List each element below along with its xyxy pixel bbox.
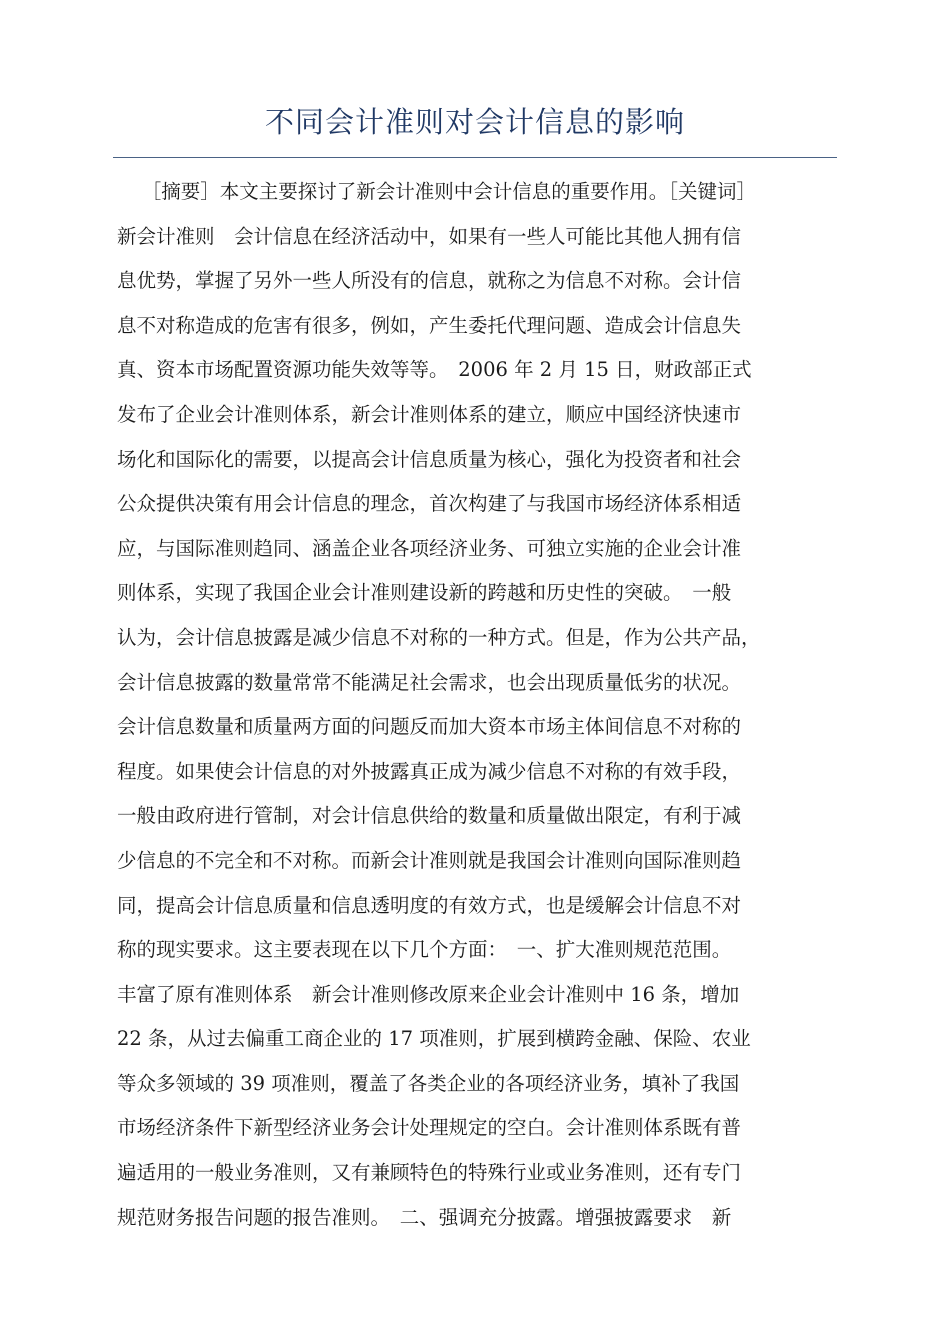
body-line: 发布了企业会计准则体系，新会计准则体系的建立，顺应中国经济快速市 bbox=[117, 402, 742, 426]
title-divider bbox=[113, 157, 837, 158]
body-line: 场化和国际化的需要，以提高会计信息质量为核心，强化为投资者和社会 bbox=[117, 447, 742, 471]
body-line: 程度。如果使会计信息的对外披露真正成为减少信息不对称的有效手段， bbox=[117, 759, 742, 783]
body-line: 一般由政府进行管制，对会计信息供给的数量和质量做出限定，有利于减 bbox=[117, 804, 742, 828]
body-line: 息优势，掌握了另外一些人所没有的信息，就称之为信息不对称。会计信 bbox=[117, 269, 742, 293]
document-title: 不同会计准则对会计信息的影响 bbox=[264, 105, 685, 139]
body-line: 少信息的不完全和不对称。而新会计准则就是我国会计准则向国际准则趋 bbox=[117, 848, 742, 872]
body-line: ［摘要］本文主要探讨了新会计准则中会计信息的重要作用。［关键词］ bbox=[117, 180, 757, 203]
body-line: 公众提供决策有用会计信息的理念，首次构建了与我国市场经济体系相适 bbox=[117, 492, 742, 516]
body-line: 息不对称造成的危害有很多，例如，产生委托代理问题、造成会计信息失 bbox=[117, 313, 742, 337]
body-line: 规范财务报告问题的报告准则。 二、强调充分披露。增强披露要求 新 bbox=[117, 1205, 732, 1229]
body-line: 真、资本市场配置资源功能失效等等。 2006 年 2 月 15 日，财政部正式 bbox=[117, 358, 752, 382]
body-line: 会计信息披露的数量常常不能满足社会需求，也会出现质量低劣的状况。 bbox=[117, 670, 742, 694]
body-line: 会计信息数量和质量两方面的问题反而加大资本市场主体间信息不对称的 bbox=[117, 715, 742, 739]
body-line: 认为，会计信息披露是减少信息不对称的一种方式。但是，作为公共产品， bbox=[117, 625, 761, 649]
body-line: 市场经济条件下新型经济业务会计处理规定的空白。会计准则体系既有普 bbox=[117, 1116, 742, 1140]
body-line: 新会计准则 会计信息在经济活动中，如果有一些人可能比其他人拥有信 bbox=[117, 224, 742, 248]
body-line: 应，与国际准则趋同、涵盖企业各项经济业务、可独立实施的企业会计准 bbox=[117, 536, 742, 560]
body-line: 称的现实要求。这主要表现在以下几个方面： 一、扩大准则规范范围。 bbox=[117, 938, 732, 962]
body-line: 则体系，实现了我国企业会计准则建设新的跨越和历史性的突破。 一般 bbox=[117, 581, 732, 605]
body-line: 等众多领域的 39 项准则，覆盖了各类企业的各项经济业务，填补了我国 bbox=[117, 1071, 740, 1095]
body-line: 遍适用的一般业务准则，又有兼顾特色的特殊行业或业务准则，还有专门 bbox=[117, 1161, 742, 1185]
body-line: 同，提高会计信息质量和信息透明度的有效方式，也是缓解会计信息不对 bbox=[117, 893, 742, 917]
body-line: 丰富了原有准则体系 新会计准则修改原来企业会计准则中 16 条，增加 bbox=[117, 982, 740, 1006]
document-body bbox=[117, 170, 857, 1240]
body-line: 22 条，从过去偏重工商企业的 17 项准则，扩展到横跨金融、保险、农业 bbox=[117, 1027, 751, 1051]
